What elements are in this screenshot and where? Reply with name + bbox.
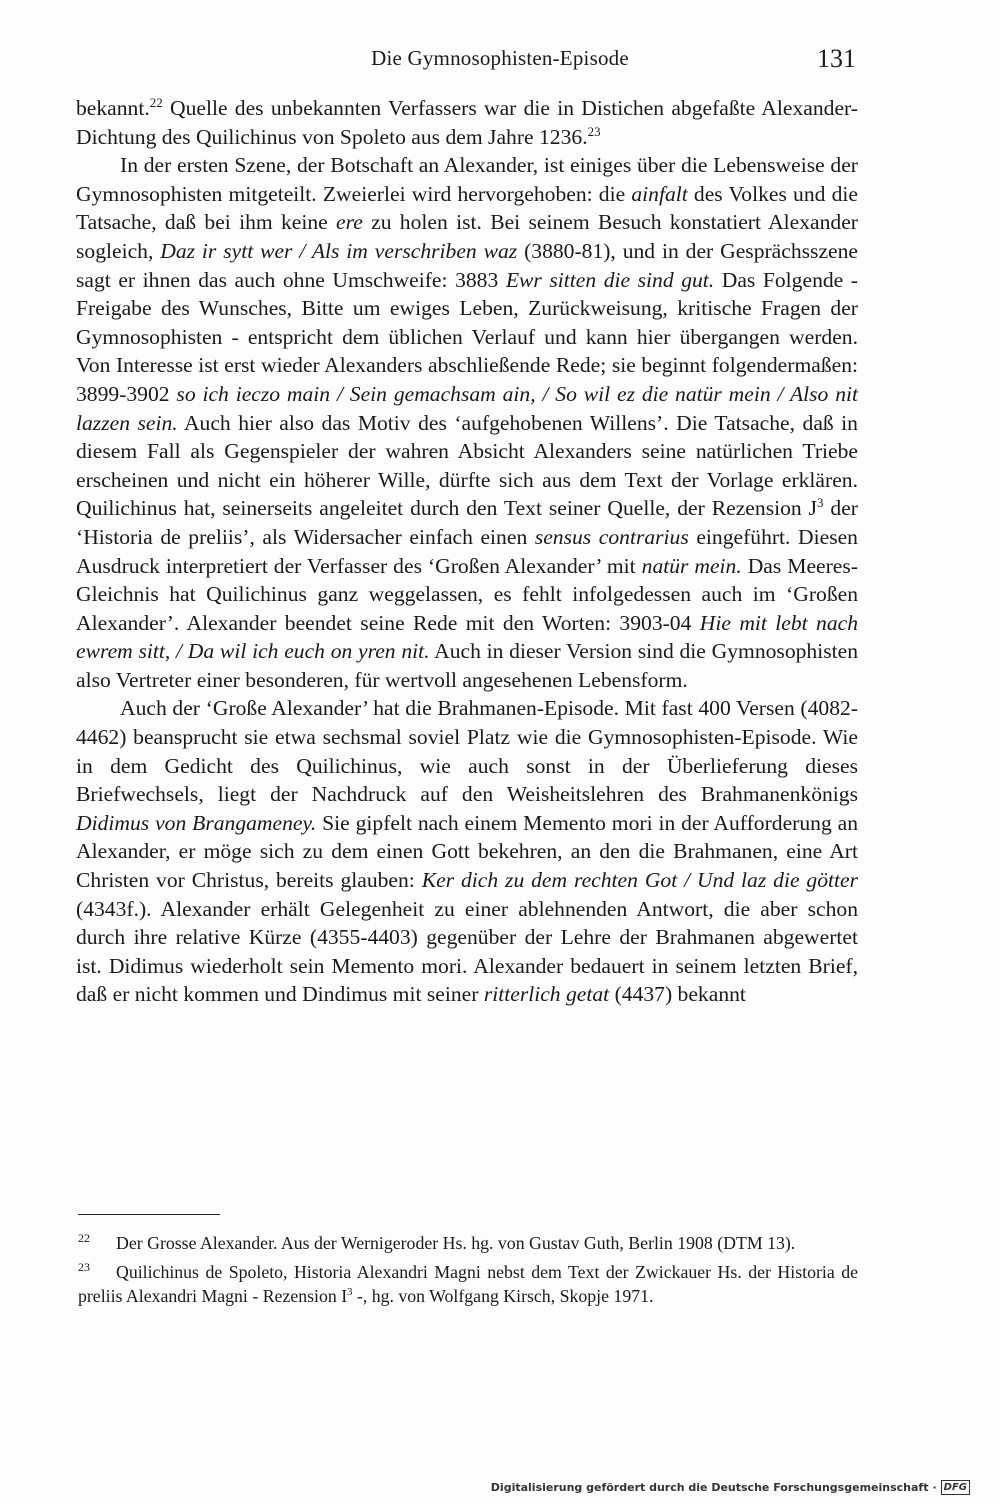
footnote-number: 23	[78, 1260, 90, 1274]
italic-quote: ainfalt	[631, 181, 688, 206]
footnote-number: 22	[78, 1231, 90, 1245]
page-number: 131	[817, 44, 856, 73]
paragraph-2	[76, 151, 858, 694]
footnote-text: Der Grosse Alexander. Aus der Wernigeroder Hs. hg. von Gustav Guth, Berlin 1908 (DTM 13).	[116, 1233, 796, 1253]
italic-quote: Ewr sitten die sind gut.	[505, 267, 715, 292]
italic-quote: so ich ieczo main / Sein gemachsam ain, / So wil ez die natür mein / Also nit lazzen sein.	[76, 381, 858, 435]
italic-quote: Daz ir sytt wer / Als im verschriben waz	[160, 238, 518, 263]
text-run: der ‘Historia de preliis’, als Widersacher einfach einen	[76, 496, 858, 549]
italic-quote: sensus contrarius	[534, 524, 689, 549]
text-run: Das Folgende - Freigabe des Wunsches, Bitte um ewiges Leben, Zurückweisung, kritische Fragen der Gymnosophisten - entspricht dem üblichen Verlauf und kann hier übergangen werden. Von Interesse ist erst wieder Alexanders abschließende Rede; sie beginnt folgendermaßen: 3899-3902	[76, 267, 858, 406]
text-run: Auch in dieser Version sind die Gymnosophisten also Vertreter einer besonderen, für wertvoll angesehenen Lebensform.	[76, 639, 858, 692]
funding-credit: Digitalisierung gefördert durch die Deutsche Forschungsgemeinschaft · DFG	[491, 1480, 970, 1495]
footnote-text: Quilichinus de Spoleto, Historia Alexandri Magni nebst dem Text der Zwickauer Hs. der Historia de preliis Alexandri Magni - Rezension I	[78, 1262, 858, 1306]
credit-text: Digitalisierung gefördert durch die Deutsche Forschungsgemeinschaft	[490, 1481, 929, 1494]
italic-quote: ritterlich getat	[483, 982, 610, 1007]
text-run: (4437) bekannt	[609, 982, 746, 1007]
text-run: Auch hier also das Motiv des ‘aufgehobenen Willens’. Die Tatsache, daß in diesem Fall als Gegenspieler der wahren Absicht Alexanders seine natürlichen Triebe erscheinen und nicht ein höherer Wille, dürfte sich aus dem Text der Vorlage erklären. Quilichinus hat, seinerseits angeleitet durch den Text seiner Quelle, der Rezension J	[76, 410, 858, 521]
text-run: Quelle des unbekannten Verfassers war die in Distichen abgefaßte Alexander-Dichtung des Quilichinus von Spoleto aus dem Jahre 1236.	[76, 96, 858, 149]
paragraph-1	[76, 94, 858, 151]
text-run: bekannt.	[76, 96, 150, 120]
text-run: des Volkes und die Tatsache, daß bei ihm keine	[76, 181, 858, 235]
footnote-text: -, hg. von Wolfgang Kirsch, Skopje 1971.	[352, 1286, 654, 1306]
italic-quote: Ker dich zu dem rechten Got / Und laz die götter	[421, 868, 858, 893]
footnote-ref-23[interactable]: 23	[587, 123, 601, 139]
superscript: 3	[347, 1286, 353, 1299]
body-text	[76, 94, 858, 1009]
italic-quote: Hie mit lebt nach ewrem sitt, / Da wil ich euch on yren nit.	[76, 610, 858, 664]
italic-quote: Didimus von Brangameney.	[76, 810, 317, 835]
footnote-ref-22[interactable]: 22	[149, 94, 163, 110]
footnote-divider	[78, 1214, 220, 1215]
text-run: Das Meeres-Gleichnis hat Quilichinus ganz weggelassen, es fehlt infolgedessen auch im ‘Großen Alexander’. Alexander beendet seine Rede mit den Worten: 3903-04	[76, 553, 858, 635]
text-run: Auch der ‘Große Alexander’ hat die Brahmanen-Episode. Mit fast 400 Versen (4082-4462) beansprucht sie etwa sechsmal soviel Platz wie die Gymnosophisten-Episode. Wie in dem Gedicht des Quilichinus, wie auch sonst in der Überlieferung dieses Briefwechsels, liegt der Nachdruck auf den Weisheitslehren des Brahmanenkönigs	[76, 696, 858, 807]
footnotes	[78, 1226, 858, 1308]
running-header: Die Gymnosophisten-Episode	[371, 46, 629, 70]
text-run: (3880-81), und in der Gesprächsszene sagt er ihnen das auch ohne Umschweife: 3883	[76, 238, 858, 292]
text-run: In der ersten Szene, der Botschaft an Alexander, ist einiges über die Lebensweise der Gymnosophisten mitgeteilt. Zweierlei wird hervorgehoben: die	[76, 153, 858, 206]
paragraph-3	[76, 694, 858, 1009]
text-run: zu holen ist. Bei seinem Besuch konstatiert Alexander sogleich,	[76, 210, 859, 263]
italic-quote: natür mein.	[641, 553, 742, 578]
superscript: 3	[817, 495, 824, 511]
footnote-23	[78, 1255, 858, 1308]
text-run: Sie gipfelt nach einem Memento mori in der Aufforderung an Alexander, er möge sich zu dem einen Gott bekehren, an den die Brahmanen, eine Art Christen vor Christus, bereits glauben:	[76, 810, 858, 893]
italic-quote: ere	[336, 210, 363, 235]
text-run: eingeführt. Diesen Ausdruck interpretiert der Verfasser des ‘Großen Alexander’ mit	[76, 524, 858, 578]
footnote-22	[78, 1226, 858, 1255]
text-run: (4343f.). Alexander erhält Gelegenheit zu einer ablehnenden Antwort, die aber schon durch ihre relative Kürze (4355-4403) gegenüber der Lehre der Brahmanen abgewertet ist. Didimus wiederholt sein Memento mori. Alexander bedauert in seinem letzten Brief, daß er nicht kommen und Dindimus mit seiner	[76, 896, 858, 1007]
dfg-logo-icon: DFG	[941, 1480, 970, 1495]
